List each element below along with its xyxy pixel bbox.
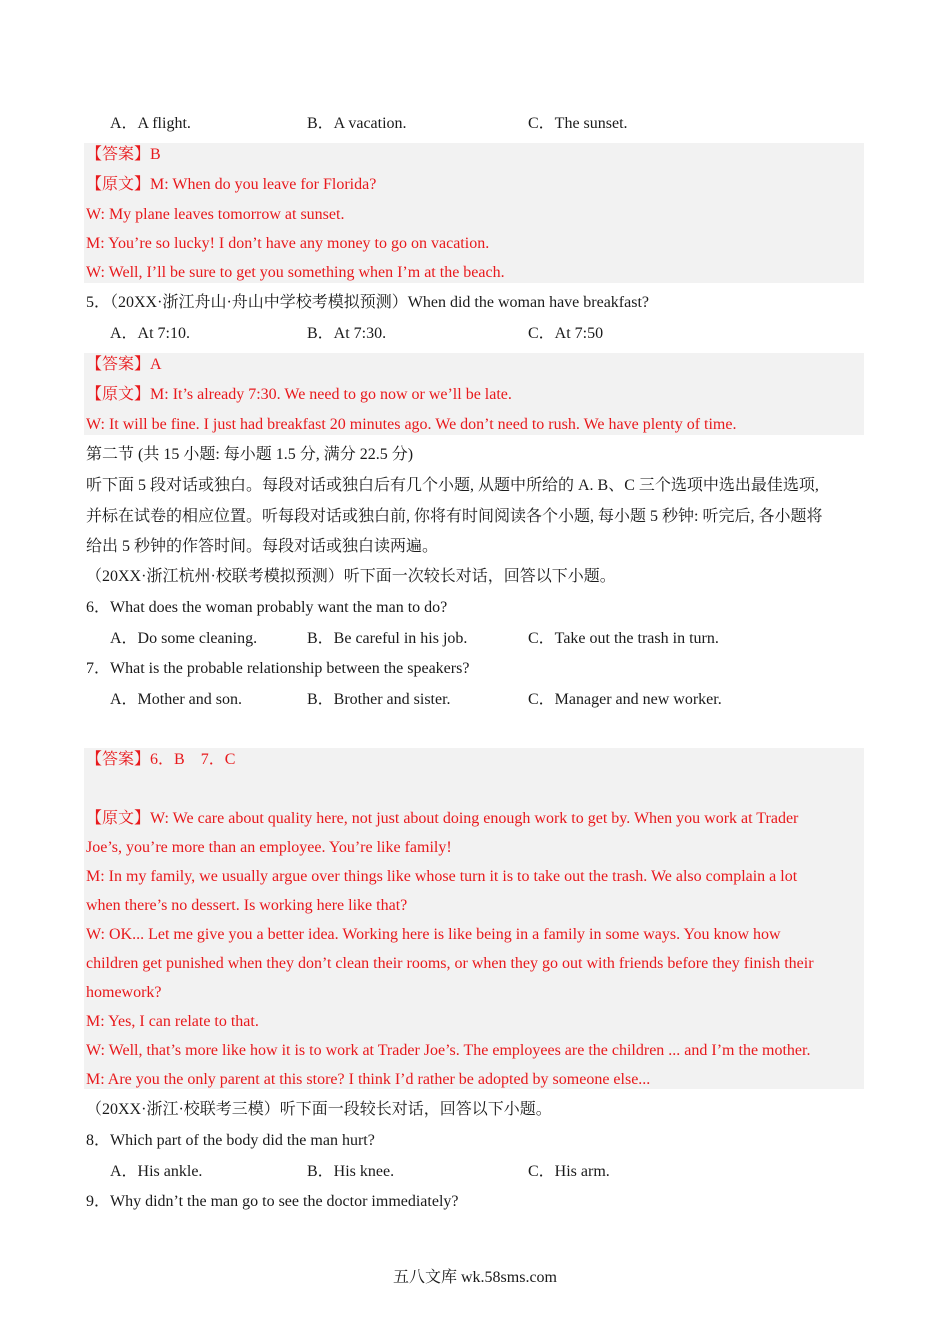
q67-answer-box [84, 748, 864, 1089]
q4-option-b: B．A vacation. [307, 115, 407, 132]
q4-option-a: A．A flight. [110, 115, 191, 132]
q7-option-a: A．Mother and son. [110, 691, 242, 708]
q7-question: 7．What is the probable relationship between the speakers? [86, 660, 470, 677]
q6-option-b: B．Be careful in his job. [307, 630, 468, 647]
q67-transcript-line: M: Yes, I can relate to that. [86, 1013, 259, 1030]
q67-transcript-line: homework? [86, 984, 162, 1001]
q67-transcript-line: 【原文】W: We care about quality here, not just about doing enough work to get by. When you work at Trader [86, 810, 799, 827]
q6-option-c: C．Take out the trash in turn. [528, 630, 719, 647]
q8-option-c: C．His arm. [528, 1163, 610, 1180]
section-heading: 第二节 (共 15 小题: 每小题 1.5 分, 满分 22.5 分) [86, 446, 414, 463]
q5-option-a: A．At 7:10. [110, 325, 191, 342]
group-source: （20XX·浙江杭州·校联考模拟预测）听下面一次较长对话，回答以下小题。 [86, 568, 616, 585]
section-instructions: 听下面 5 段对话或独白。每段对话或独白后有几个小题, 从题中所给的 A. B、C 三个选项中选出最佳选项, [86, 477, 819, 494]
q8-option-b: B．His knee. [307, 1163, 395, 1180]
q5-options [110, 323, 870, 345]
q67-transcript-line: W: OK... Let me give you a better idea. Working here is like being in a family in some ways. You know how [86, 926, 781, 943]
page-footer: 五八文库 wk.58sms.com [392, 1269, 557, 1286]
q5-option-c: C．At 7:50 [528, 325, 604, 342]
answer-value: A [150, 356, 162, 373]
q9-question: 9．Why didn’t the man go to see the doctor immediately? [86, 1193, 459, 1210]
q67-transcript-line: W: Well, that’s more like how it is to work at Trader Joe’s. The employees are the children ... and I’m the mother. [86, 1042, 811, 1059]
q5-option-b: B．At 7:30. [307, 325, 387, 342]
section-instructions: 给出 5 秒钟的作答时间。每段对话或独白读两遍。 [86, 538, 439, 555]
transcript-label: 【原文】 [86, 176, 151, 193]
q4-options [110, 113, 870, 135]
q5-question: 5．（20XX·浙江舟山·舟山中学校考模拟预测）When did the woman have breakfast? [86, 294, 650, 311]
q67-transcript-line: Joe’s, you’re more than an employee. You’re like family! [86, 839, 452, 856]
answer-value: B [150, 146, 161, 163]
answer-label: 【答案】 [86, 146, 151, 163]
section-instructions: 并标在试卷的相应位置。听每段对话或独白前, 你将有时间阅读各个小题, 每小题 5 秒钟: 听完后, 各小题将 [86, 508, 823, 525]
q5-transcript-line: W: It will be fine. I just had breakfast 20 minutes ago. We don’t need to rush. We have plenty of time. [86, 416, 737, 433]
q4-option-c: C．The sunset. [528, 115, 628, 132]
q8-options [110, 1161, 870, 1183]
q4-transcript-line: W: Well, I’ll be sure to get you something when I’m at the beach. [86, 264, 505, 281]
q6-options [110, 628, 870, 650]
q7-options [110, 689, 870, 711]
q67-transcript-line: M: In my family, we usually argue over things like whose turn it is to take out the trash. We also complain a lot [86, 868, 798, 885]
q5-transcript-line: 【原文】M: It’s already 7:30. We need to go now or we’ll be late. [86, 386, 512, 403]
transcript-label: 【原文】 [86, 810, 151, 827]
q67-transcript-line: when there’s no dessert. Is working here like that? [86, 897, 408, 914]
q4-transcript-line: 【原文】M: When do you leave for Florida? [86, 176, 377, 193]
q5-answer [86, 354, 162, 376]
q4-transcript-line: M: You’re so lucky! I don’t have any money to go on vacation. [86, 235, 490, 252]
q7-option-c: C．Manager and new worker. [528, 691, 722, 708]
q67-transcript-line: children get punished when they don’t clean their rooms, or when they go out with friends before they finish their [86, 955, 814, 972]
q7-option-b: B．Brother and sister. [307, 691, 451, 708]
group-source: （20XX·浙江·校联考三模）听下面一段较长对话，回答以下小题。 [86, 1101, 552, 1118]
transcript-label: 【原文】 [86, 386, 151, 403]
q4-transcript-line: W: My plane leaves tomorrow at sunset. [86, 206, 345, 223]
answer-label: 【答案】 [86, 356, 151, 373]
answer-value: 6．B 7．C [150, 751, 236, 768]
q67-answer [86, 749, 235, 771]
answer-label: 【答案】 [86, 751, 151, 768]
q67-transcript-line: M: Are you the only parent at this store? I think I’d rather be adopted by someone else... [86, 1071, 651, 1088]
q8-option-a: A．His ankle. [110, 1163, 203, 1180]
q4-answer [86, 144, 161, 166]
q6-option-a: A．Do some cleaning. [110, 630, 258, 647]
q8-question: 8．Which part of the body did the man hurt? [86, 1132, 375, 1149]
q6-question: 6．What does the woman probably want the man to do? [86, 599, 448, 616]
